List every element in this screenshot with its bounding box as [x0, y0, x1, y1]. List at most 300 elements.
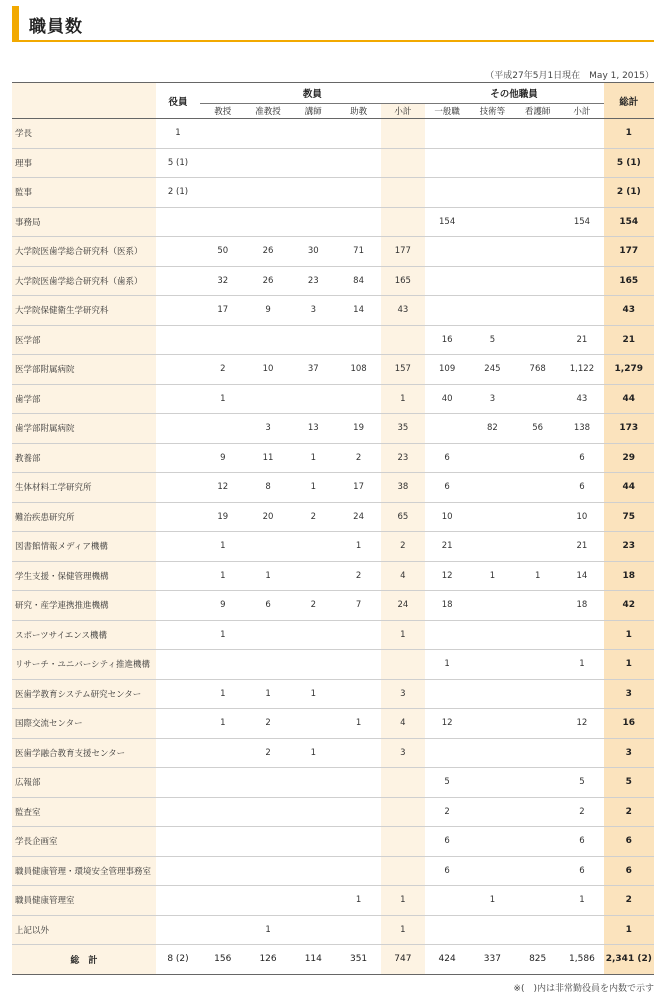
total-cell: 6	[604, 827, 654, 857]
table-cell: 1	[220, 688, 226, 699]
table-cell: 6	[579, 836, 585, 847]
table-row	[12, 915, 654, 945]
table-cell: 245	[484, 364, 501, 375]
table-cell	[336, 797, 381, 827]
table-cell: 1	[265, 924, 271, 935]
table-cell: 2	[310, 511, 317, 522]
table-cell: 43	[381, 296, 424, 326]
table-row	[12, 532, 654, 562]
table-row	[12, 768, 654, 798]
table-cell	[381, 856, 424, 886]
table-cell	[200, 738, 245, 768]
table-cell: 2	[579, 806, 585, 817]
table-cell	[515, 709, 560, 739]
table-cell	[291, 650, 336, 680]
row-label: 広報部	[12, 768, 156, 798]
table-cell: 20	[262, 511, 274, 522]
table-row	[12, 443, 654, 473]
table-cell	[156, 355, 200, 385]
table-cell	[425, 119, 470, 149]
total-cell: 29	[604, 443, 654, 473]
table-cell: 12	[441, 718, 453, 729]
table-cell: 40	[441, 393, 453, 404]
table-cell	[515, 650, 560, 680]
total-cell: 43	[604, 296, 654, 326]
table-cell	[470, 679, 515, 709]
table-cell: 351	[349, 954, 368, 965]
table-cell	[336, 620, 381, 650]
table-cell	[515, 178, 560, 208]
table-row	[12, 709, 654, 739]
total-cell: 44	[604, 473, 654, 503]
table-cell	[381, 650, 424, 680]
table-cell: 1	[220, 570, 226, 581]
table-cell: 2	[310, 600, 317, 611]
table-row	[12, 886, 654, 916]
table-cell	[470, 532, 515, 562]
table-cell	[200, 325, 245, 355]
table-cell: 3	[310, 305, 317, 316]
table-cell	[515, 679, 560, 709]
table-cell: 424	[438, 954, 456, 965]
table-cell	[515, 266, 560, 296]
table-cell	[515, 797, 560, 827]
total-cell: 75	[604, 502, 654, 532]
total-cell: 18	[604, 561, 654, 591]
total-cell: 1	[604, 650, 654, 680]
table-cell	[291, 797, 336, 827]
table-cell	[515, 915, 560, 945]
table-cell: 1	[220, 629, 226, 640]
table-cell: 26	[262, 275, 274, 286]
table-cell	[560, 679, 603, 709]
table-cell: 6	[444, 865, 450, 876]
total-cell: 1	[604, 119, 654, 149]
row-label: 図書館情報メディア機構	[12, 532, 156, 562]
table-cell	[515, 532, 560, 562]
subheader-cell: 小計	[381, 104, 424, 119]
table-cell	[245, 620, 290, 650]
table-cell: 2	[355, 570, 362, 581]
subheader-cell: 講師	[304, 107, 322, 117]
table-cell	[336, 738, 381, 768]
table-cell	[156, 532, 200, 562]
table-cell	[470, 650, 515, 680]
total-cell: 1	[604, 915, 654, 945]
table-cell	[291, 325, 336, 355]
table-cell: 19	[353, 423, 364, 434]
total-cell: 2	[604, 797, 654, 827]
table-cell	[245, 650, 290, 680]
table-cell	[156, 414, 200, 444]
table-cell: 3	[265, 423, 271, 434]
total-cell: 2,341 (2)	[604, 945, 654, 975]
table-cell: 18	[576, 600, 588, 611]
row-label: スポーツサイエンス機構	[12, 620, 156, 650]
table-cell	[200, 886, 245, 916]
table-cell: 43	[576, 393, 588, 404]
row-label: 教養部	[12, 443, 156, 473]
table-cell	[515, 620, 560, 650]
table-cell	[245, 768, 290, 798]
table-cell: 2	[265, 718, 271, 729]
table-cell	[470, 296, 515, 326]
table-cell: 9	[265, 305, 271, 316]
table-cell: 1	[310, 688, 317, 699]
subheader-cell: 技術等	[479, 107, 506, 117]
table-cell: 1	[355, 895, 362, 906]
row-label: 医歯学教育システム研究センター	[12, 679, 156, 709]
table-cell	[515, 886, 560, 916]
table-cell	[381, 207, 424, 237]
table-cell: 9	[220, 600, 226, 611]
subheader-cell: 准教授	[255, 107, 281, 117]
table-row	[12, 178, 654, 208]
table-row	[12, 119, 654, 149]
table-cell: 3	[381, 679, 424, 709]
total-cell: 5	[604, 768, 654, 798]
table-row	[12, 355, 654, 385]
table-cell	[381, 768, 424, 798]
table-cell	[381, 827, 424, 857]
table-cell	[515, 207, 560, 237]
table-cell	[156, 561, 200, 591]
table-cell	[336, 119, 381, 149]
row-label: 学生支援・保健管理機構	[12, 561, 156, 591]
table-cell	[156, 443, 200, 473]
table-cell: 4	[381, 561, 424, 591]
table-cell: 1	[220, 541, 226, 552]
table-cell: 12	[217, 482, 229, 493]
table-cell: 12	[441, 570, 453, 581]
table-cell: 747	[381, 945, 424, 975]
table-cell: 1	[355, 718, 362, 729]
table-cell	[381, 797, 424, 827]
table-cell: 1	[265, 570, 271, 581]
page-title-bar	[12, 6, 654, 42]
table-cell: 114	[304, 954, 322, 965]
total-cell: 165	[604, 266, 654, 296]
table-cell	[200, 797, 245, 827]
total-cell: 3	[604, 679, 654, 709]
row-label: 医学部附属病院	[12, 355, 156, 385]
table-cell: 1	[444, 659, 450, 670]
table-cell: 1	[381, 384, 424, 414]
table-cell	[470, 797, 515, 827]
table-cell	[245, 797, 290, 827]
table-cell: 109	[439, 364, 456, 375]
table-cell: 1	[265, 688, 271, 699]
table-cell	[245, 856, 290, 886]
table-cell: 21	[441, 541, 453, 552]
table-cell	[156, 384, 200, 414]
table-cell	[560, 915, 603, 945]
table-row	[12, 738, 654, 768]
table-cell: 16	[441, 334, 453, 345]
table-cell: 1	[579, 895, 585, 906]
total-cell: 16	[604, 709, 654, 739]
table-cell	[156, 591, 200, 621]
table-cell: 5 (1)	[167, 157, 189, 168]
total-cell: 177	[604, 237, 654, 267]
table-cell	[515, 237, 560, 267]
table-cell: 26	[262, 246, 274, 257]
table-cell	[381, 325, 424, 355]
subheader-cell: 助教	[350, 107, 368, 117]
table-cell: 6	[579, 482, 585, 493]
table-cell	[470, 473, 515, 503]
table-cell: 17	[217, 305, 229, 316]
table-cell: 1	[310, 747, 317, 758]
table-cell	[560, 738, 603, 768]
table-cell	[425, 148, 470, 178]
header-total: 総計	[604, 83, 654, 119]
footnote: ※( )内は非常勤役員を内数で示す	[513, 984, 654, 994]
table-cell	[156, 738, 200, 768]
table-cell	[515, 325, 560, 355]
table-cell	[470, 709, 515, 739]
table-cell	[560, 296, 603, 326]
table-cell: 1	[220, 718, 226, 729]
table-cell	[156, 473, 200, 503]
table-cell	[156, 296, 200, 326]
table-cell	[200, 148, 245, 178]
table-cell: 138	[573, 423, 591, 434]
table-cell: 1	[489, 570, 496, 581]
table-row	[12, 384, 654, 414]
row-label: 生体材料工学研究所	[12, 473, 156, 503]
table-cell: 8	[265, 482, 271, 493]
table-cell	[245, 178, 290, 208]
table-cell	[515, 443, 560, 473]
total-cell: 154	[604, 207, 654, 237]
table-cell	[291, 207, 336, 237]
table-cell	[425, 296, 470, 326]
table-cell: 6	[579, 452, 585, 463]
table-cell: 157	[381, 355, 424, 385]
total-cell: 2 (1)	[604, 178, 654, 208]
table-cell: 156	[214, 954, 232, 965]
table-cell	[560, 178, 603, 208]
table-row	[12, 561, 654, 591]
table-cell: 32	[217, 275, 229, 286]
table-cell	[336, 325, 381, 355]
table-cell: 825	[529, 954, 547, 965]
table-cell	[470, 443, 515, 473]
row-label: リサーチ・ユニバーシティ推進機構	[12, 650, 156, 680]
table-cell: 21	[576, 334, 588, 345]
table-cell	[425, 886, 470, 916]
table-cell	[156, 237, 200, 267]
table-cell	[336, 384, 381, 414]
table-cell: 1	[355, 541, 362, 552]
table-cell	[470, 119, 515, 149]
table-cell: 24	[353, 511, 364, 522]
table-row	[12, 502, 654, 532]
table-cell: 65	[381, 502, 424, 532]
table-cell	[560, 620, 603, 650]
table-cell	[245, 886, 290, 916]
table-cell	[156, 709, 200, 739]
row-label: 監査室	[12, 797, 156, 827]
table-cell: 126	[259, 954, 277, 965]
row-label: 大学院医歯学総合研究科（医系）	[12, 237, 156, 267]
table-cell	[200, 827, 245, 857]
table-cell	[425, 414, 470, 444]
table-cell	[291, 856, 336, 886]
table-cell	[291, 827, 336, 857]
table-cell: 18	[441, 600, 453, 611]
table-cell: 23	[381, 443, 424, 473]
table-cell: 13	[307, 423, 319, 434]
table-cell: 10	[441, 511, 453, 522]
table-cell	[291, 532, 336, 562]
table-cell: 1	[310, 452, 317, 463]
table-cell: 6	[265, 600, 271, 611]
subheader-cell: 教授	[214, 107, 232, 117]
table-cell: 337	[483, 954, 501, 965]
table-row	[12, 266, 654, 296]
table-cell	[200, 119, 245, 149]
table-cell	[381, 119, 424, 149]
table-cell: 5	[489, 334, 496, 345]
table-cell	[156, 266, 200, 296]
table-cell	[336, 679, 381, 709]
row-label: 学長	[12, 119, 156, 149]
table-cell: 37	[307, 364, 319, 375]
table-cell	[291, 561, 336, 591]
page-title: 職員数	[29, 17, 83, 37]
table-cell: 1,122	[569, 364, 595, 375]
table-cell	[425, 915, 470, 945]
total-cell: 1	[604, 620, 654, 650]
table-cell	[425, 178, 470, 208]
total-cell: 3	[604, 738, 654, 768]
table-cell: 1	[579, 659, 585, 670]
total-cell: 23	[604, 532, 654, 562]
table-cell: 2	[265, 747, 271, 758]
row-header-blank	[12, 83, 156, 119]
table-row	[12, 148, 654, 178]
table-cell	[156, 502, 200, 532]
header-other-staff: その他職員	[425, 83, 604, 104]
table-cell: 14	[576, 570, 588, 581]
table-cell	[200, 915, 245, 945]
table-cell	[245, 827, 290, 857]
table-row	[12, 414, 654, 444]
table-cell: 17	[353, 482, 364, 493]
table-cell: 1,586	[569, 954, 595, 965]
table-cell: 5	[579, 777, 585, 788]
table-cell	[156, 915, 200, 945]
row-label: 歯学部	[12, 384, 156, 414]
table-cell	[470, 502, 515, 532]
total-cell: 173	[604, 414, 654, 444]
table-cell	[156, 325, 200, 355]
table-row	[12, 650, 654, 680]
table-cell: 10	[576, 511, 588, 522]
row-label: 難治疾患研究所	[12, 502, 156, 532]
grand-total-row	[12, 945, 654, 975]
table-cell: 768	[529, 364, 546, 375]
table-cell	[515, 119, 560, 149]
table-cell: 56	[532, 423, 544, 434]
table-cell	[515, 827, 560, 857]
table-row	[12, 296, 654, 326]
as-of-date: （平成27年5月1日現在 May 1, 2015）	[485, 71, 654, 81]
table-cell	[156, 797, 200, 827]
table-cell	[515, 502, 560, 532]
table-cell	[425, 266, 470, 296]
table-cell	[515, 856, 560, 886]
row-label: 研究・産学連携推進機構	[12, 591, 156, 621]
table-cell	[425, 738, 470, 768]
table-cell	[291, 886, 336, 916]
total-cell: 44	[604, 384, 654, 414]
table-cell	[381, 178, 424, 208]
table-cell	[470, 178, 515, 208]
table-row	[12, 325, 654, 355]
table-body	[12, 119, 654, 975]
table-row	[12, 237, 654, 267]
table-cell	[336, 650, 381, 680]
table-cell	[560, 148, 603, 178]
table-row	[12, 207, 654, 237]
row-label: 事務局	[12, 207, 156, 237]
table-cell	[156, 886, 200, 916]
table-cell: 19	[217, 511, 229, 522]
table-cell: 38	[381, 473, 424, 503]
header-kyoin: 教員	[200, 83, 424, 104]
table-cell	[291, 148, 336, 178]
subheader-cell: 小計	[573, 107, 591, 117]
table-cell	[156, 207, 200, 237]
table-cell	[200, 768, 245, 798]
table-cell	[200, 650, 245, 680]
table-cell: 14	[353, 305, 364, 316]
table-cell: 108	[350, 364, 367, 375]
table-cell	[515, 148, 560, 178]
table-cell	[200, 178, 245, 208]
total-cell: 6	[604, 856, 654, 886]
table-cell	[470, 237, 515, 267]
table-cell: 6	[444, 482, 450, 493]
table-cell: 1	[381, 915, 424, 945]
table-cell	[156, 620, 200, 650]
table-cell: 9	[220, 452, 226, 463]
table-cell: 50	[217, 246, 229, 257]
table-row	[12, 620, 654, 650]
row-label: 国際交流センター	[12, 709, 156, 739]
table-cell	[425, 679, 470, 709]
table-cell	[245, 325, 290, 355]
table-cell: 154	[573, 216, 591, 227]
table-cell	[425, 620, 470, 650]
table-cell	[336, 178, 381, 208]
subheader-cell: 一般職	[434, 107, 460, 117]
row-label: 職員健康管理室	[12, 886, 156, 916]
table-cell: 1	[220, 393, 226, 404]
row-label: 学長企画室	[12, 827, 156, 857]
grand-total-label: 総 計	[12, 945, 156, 975]
row-label: 監事	[12, 178, 156, 208]
table-cell: 24	[381, 591, 424, 621]
table-cell: 165	[381, 266, 424, 296]
table-cell	[200, 856, 245, 886]
subheader-cell: 看護師	[524, 107, 551, 117]
staff-table	[12, 82, 654, 975]
table-cell	[336, 856, 381, 886]
